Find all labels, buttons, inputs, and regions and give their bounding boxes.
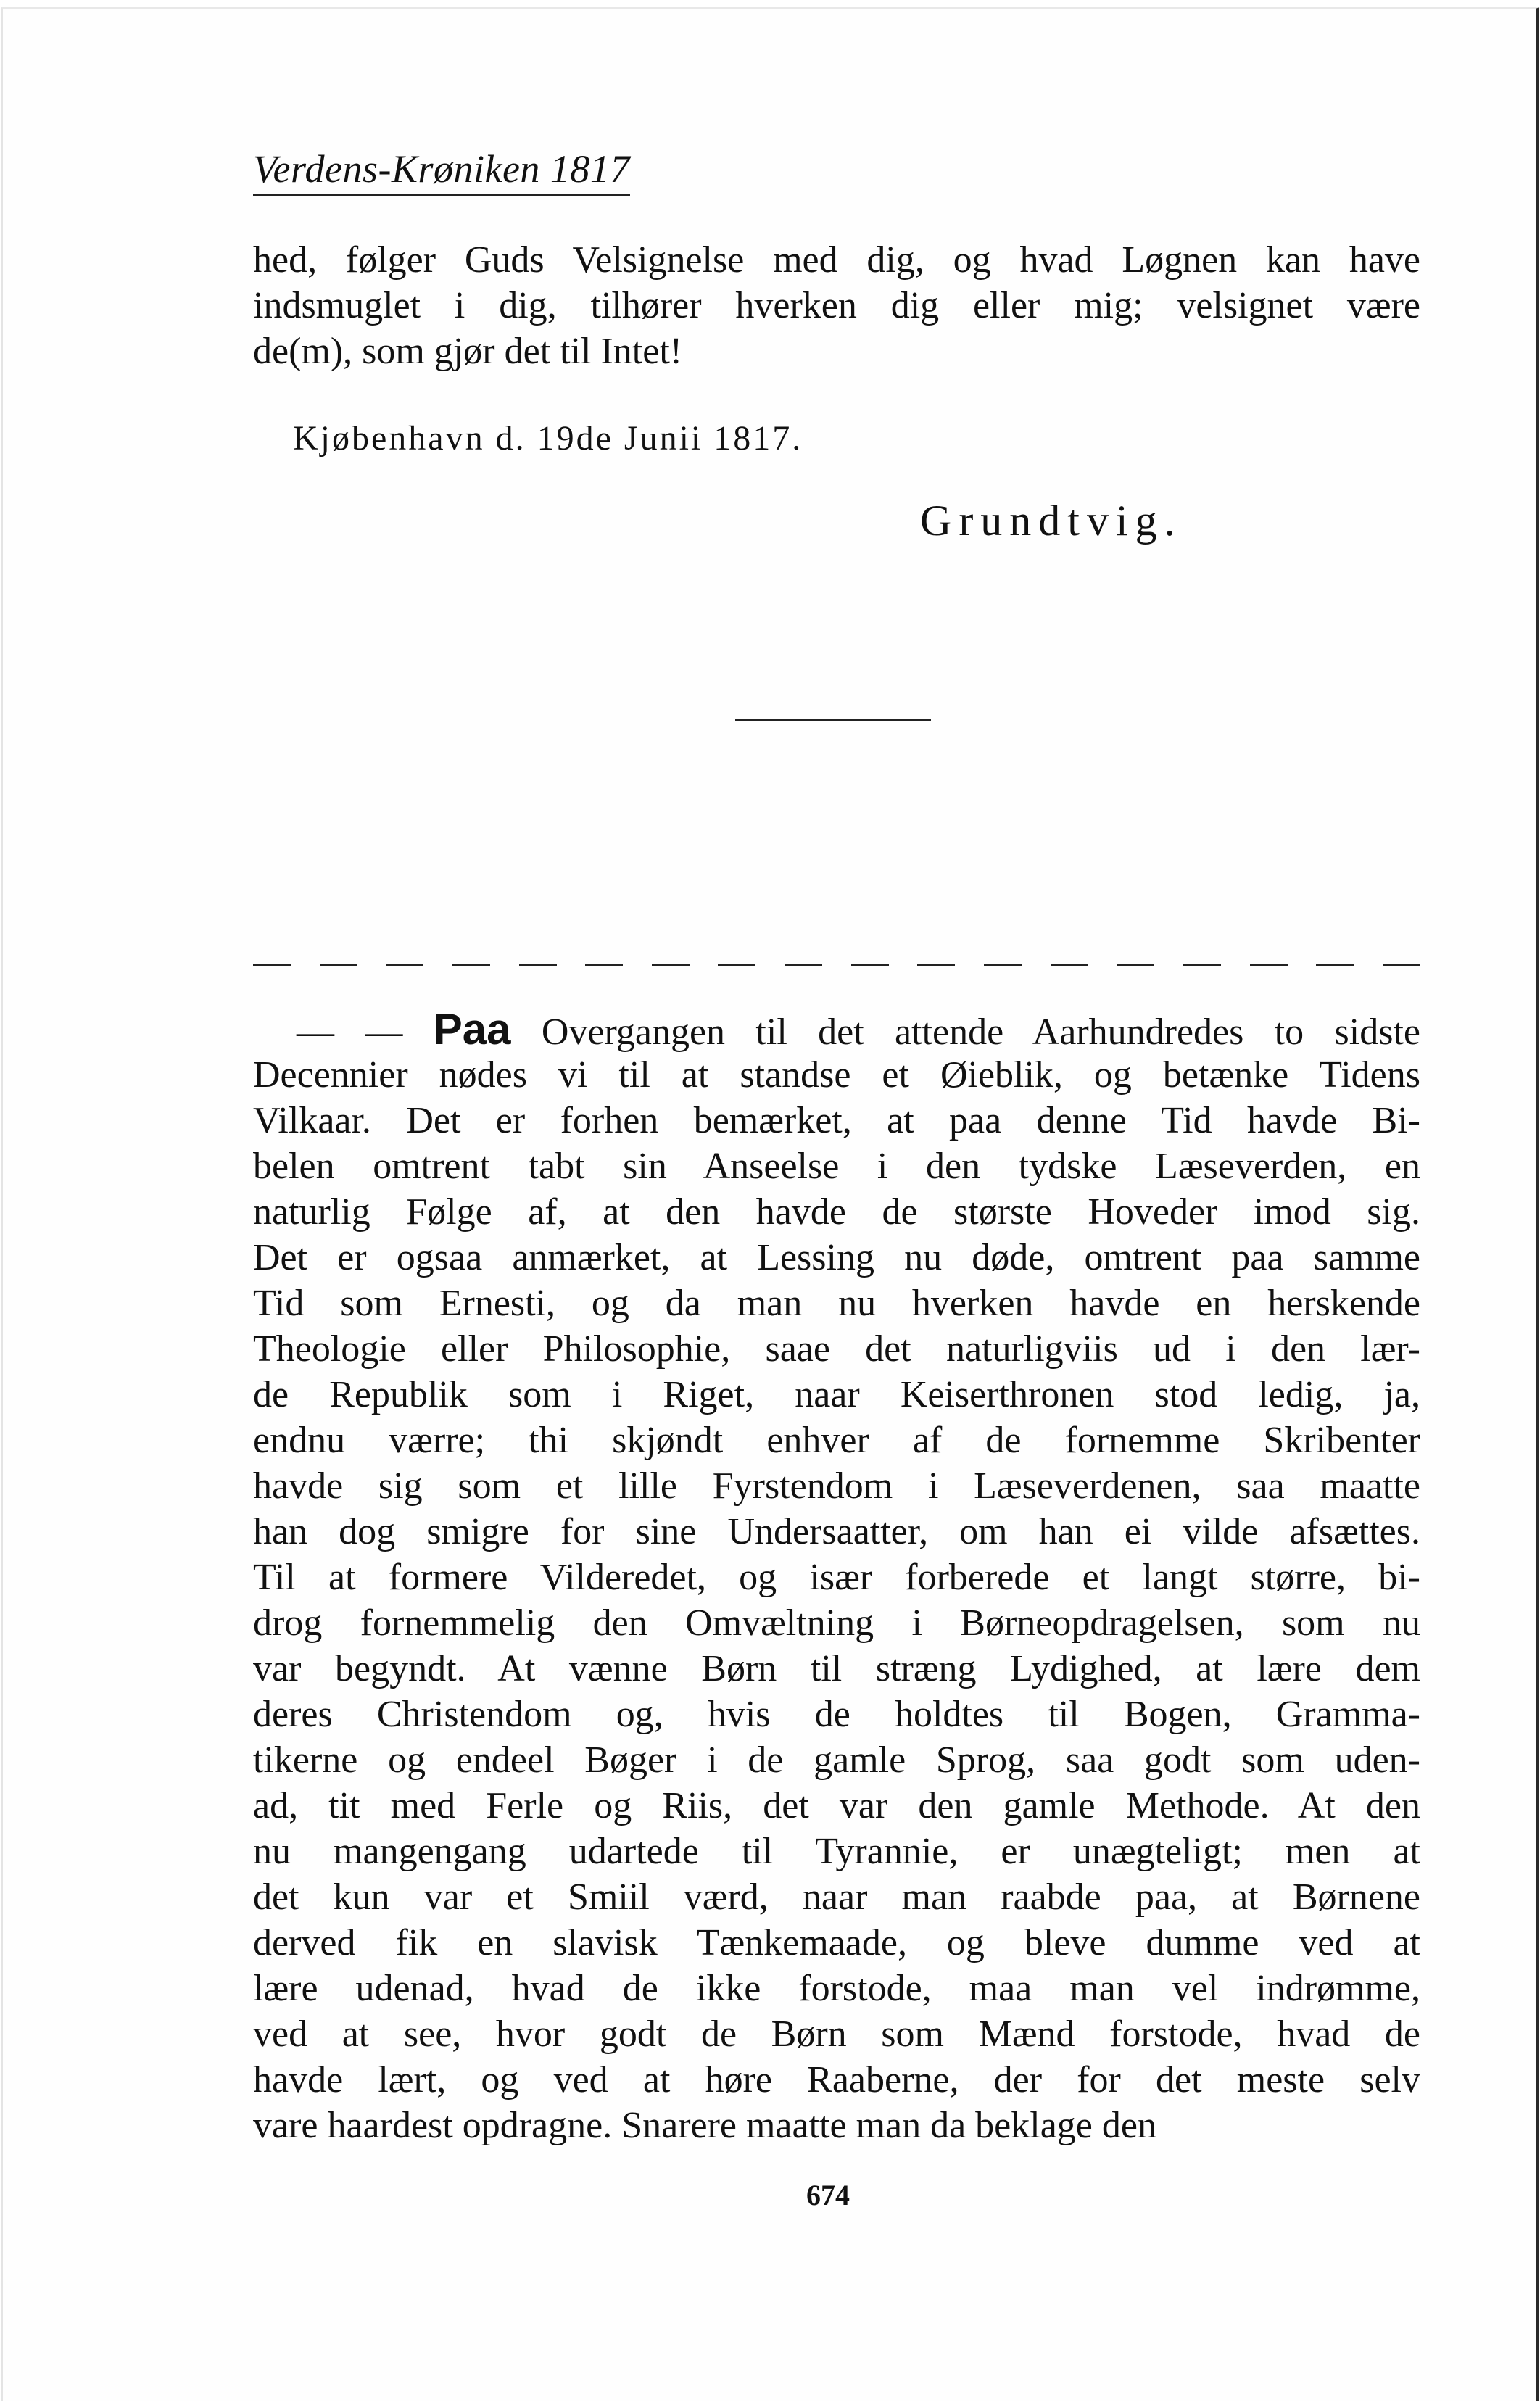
text-line: Det er ogsaa anmærket, at Lessing nu døde, omtrent paa samme [253,1237,1420,1278]
text-line: ved at see, hvor godt de Børn som Mænd forstode, hvad de [253,2013,1420,2055]
first-line-rest: Overgangen til det attende Aarhundredes to sidste [541,1011,1420,1053]
text-line: det kun var et Smiil værd, naar man raabde paa, at Børnene [253,1876,1420,1918]
text-line: havde sig som et lille Fyrstendom i Læseverdenen, saa maatte [253,1465,1420,1507]
text-line: hed, følger Guds Velsignelse med dig, og hvad Løgnen kan have [253,239,1420,281]
lead-dashes: — — [297,1011,403,1053]
text-line: Til at formere Vilderedet, og især forberede et langt større, bi- [253,1557,1420,1598]
text-line: de Republik som i Riget, naar Keiserthronen stod ledig, ja, [253,1374,1420,1415]
text-line: vare haardest opdragne. Snarere maatte man da beklage den [253,2105,1156,2146]
dateline: Kjøbenhavn d. 19de Junii 1817. [293,419,803,458]
dashed-omission-rule [253,964,1420,966]
text-line: ad, tit med Ferle og Riis, det var den gamle Methode. At den [253,1785,1420,1826]
text-line: belen omtrent tabt sin Anseelse i den tydske Læseverden, en [253,1146,1420,1187]
page-number: 674 [806,2179,850,2211]
text-line: Tid som Ernesti, og da man nu hverken havde en herskende [253,1283,1420,1324]
text-line: de(m), som gjør det til Intet! [253,331,683,372]
text-line: indsmuglet i dig, tilhører hverken dig eller mig; velsignet være [253,285,1420,326]
text-line: Vilkaar. Det er forhen bemærket, at paa denne Tid havde Bi- [253,1100,1420,1141]
text-line: var begyndt. At vænne Børn til stræng Lydighed, at lære dem [253,1648,1420,1689]
signature: Grundtvig. [920,497,1183,545]
continuation-paragraph [253,237,1420,374]
text-line-first [253,1006,1420,1052]
main-paragraph [253,1006,1420,2148]
text-line: Decennier nødes vi til at standse et Øieblik, og betænke Tidens [253,1054,1420,1096]
text-line: tikerne og endeel Bøger i de gamle Sprog, saa godt som uden- [253,1739,1420,1781]
text-line: derved fik en slavisk Tænkemaade, og bleve dumme ved at [253,1922,1420,1963]
text-line: endnu værre; thi skjøndt enhver af de fornemme Skribenter [253,1420,1420,1461]
text-line: han dog smigre for sine Undersaatter, om han ei vilde afsættes. [253,1511,1420,1552]
section-divider [735,719,931,721]
text-line: havde lært, og ved at høre Raaberne, der for det meste selv [253,2059,1420,2100]
book-page [1,7,1539,2401]
text-line: nu mangengang udartede til Tyrannie, er unægteligt; men at [253,1831,1420,1872]
text-line: deres Christendom og, hvis de holdtes til Bogen, Gramma- [253,1694,1420,1735]
lead-word: Paa [433,1005,511,1054]
text-line: naturlig Følge af, at den havde de største Hoveder imod sig. [253,1191,1420,1233]
text-line: lære udenad, hvad de ikke forstode, maa man vel indrømme, [253,1968,1420,2009]
running-head: Verdens-Krøniken 1817 [253,146,630,196]
text-line: drog fornemmelig den Omvæltning i Børneopdragelsen, som nu [253,1602,1420,1644]
text-line: Theologie eller Philosophie, saae det naturligviis ud i den lær- [253,1328,1420,1370]
